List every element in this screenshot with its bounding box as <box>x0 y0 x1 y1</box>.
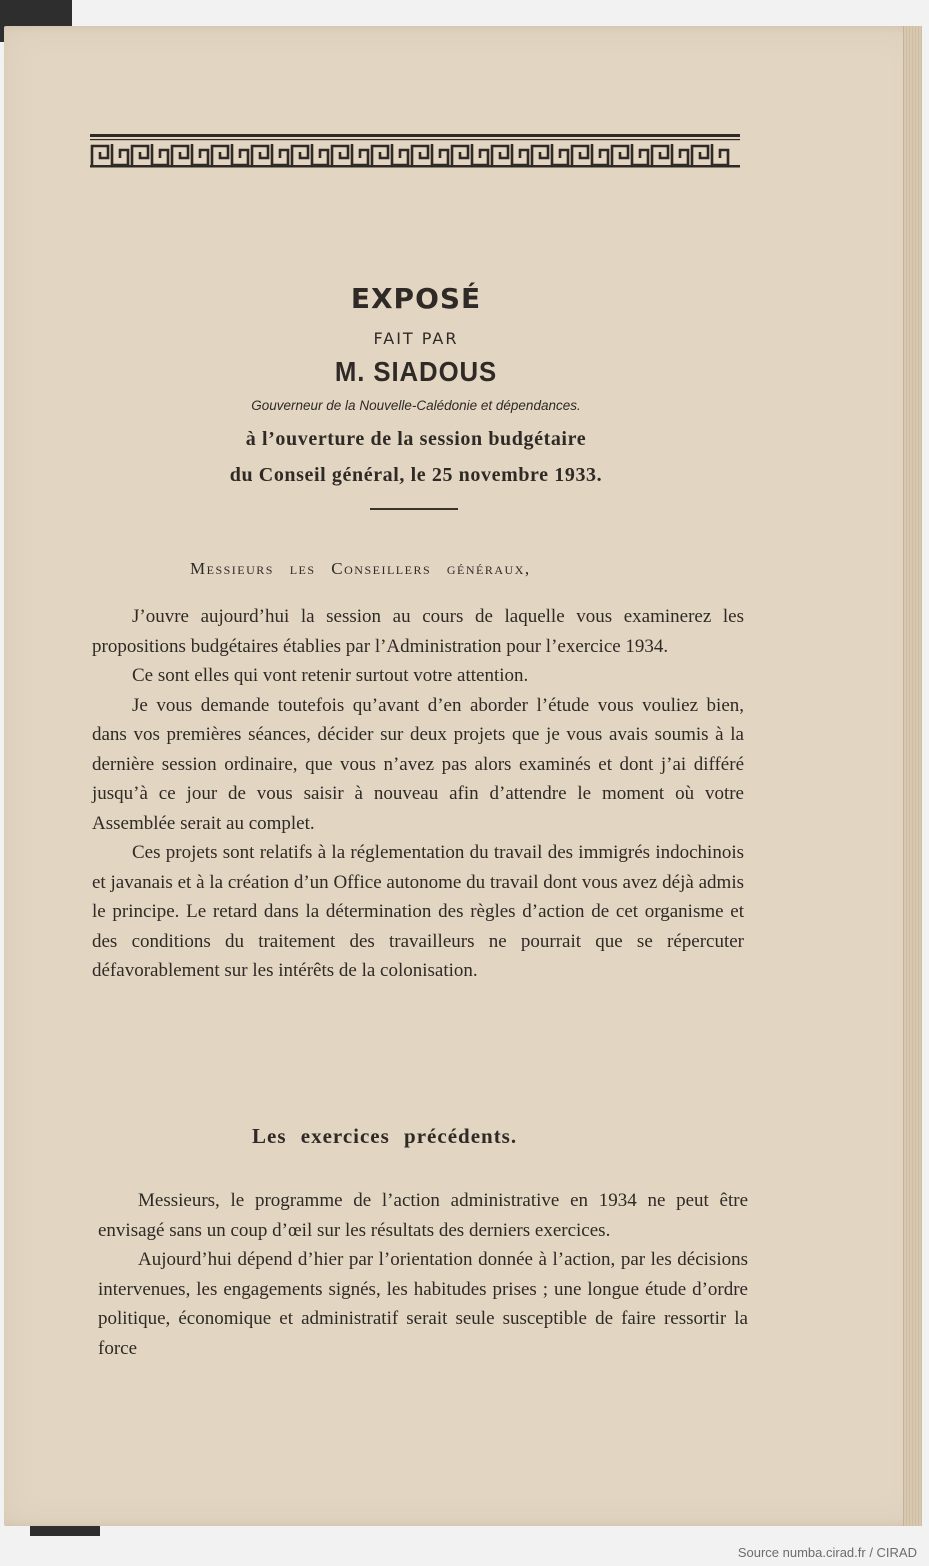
occasion-line-2: du Conseil général, le 25 novembre 1933. <box>229 464 603 486</box>
section-heading: Les exercices précédents. <box>252 1124 518 1148</box>
document-page <box>4 26 922 1526</box>
document-title: EXPOSÉ <box>350 282 482 315</box>
paragraph: Ce sont elles qui vont retenir surtout votre attention. <box>132 665 529 686</box>
author-role: Gouverneur de la Nouvelle-Calédonie et dépendances. <box>251 398 581 413</box>
source-credit: Source numba.cirad.fr / CIRAD <box>737 1545 917 1560</box>
fait-par-label: FAIT PAR <box>373 329 459 348</box>
occasion-line-1: à l’ouverture de la session budgétaire <box>245 428 587 450</box>
title-rule <box>370 508 458 510</box>
intro-text <box>92 602 744 986</box>
paragraph: J’ouvre aujourd’hui la session au cours de laquelle vous examinerez les propositions budgétaires établies par l’Administration pour l’exercice 1934. <box>92 606 744 657</box>
paragraph: Ces projets sont relatifs à la réglementation du travail des immigrés indochinois et javanais et à la création d’un Office autonome du travail dont vous avez déjà admis le principe. Le retard dans la détermination des règles d’action de cet organisme et des conditions du traitement des travailleurs ne pourrait que se répercuter défavorablement sur les intérêts de la colonisation. <box>92 842 744 981</box>
greek-key-ornament <box>90 130 740 170</box>
page-stack-edge <box>903 26 922 1526</box>
section-text <box>98 1186 748 1363</box>
salutation: Messieurs les Conseillers généraux, <box>190 559 531 578</box>
paragraph: Messieurs, le programme de l’action administrative en 1934 ne peut être envisagé sans un coup d’œil sur les résultats des derniers exercices. <box>98 1190 748 1241</box>
author-name: M. SIADOUS <box>334 356 498 387</box>
paragraph: Aujourd’hui dépend d’hier par l’orientation donnée à l’action, par les décisions intervenues, les engagements signés, les habitudes prises ; une longue étude d’ordre politique, économique et administratif serait seule susceptible de faire ressortir la force <box>98 1249 748 1359</box>
paragraph: Je vous demande toutefois qu’avant d’en aborder l’étude vous vouliez bien, dans vos premières séances, décider sur deux projets que je vous avais soumis à la dernière session ordinaire, que vous n’avez pas alors examinés et dont j’ai différé jusqu’à ce jour de vous saisir à nouveau afin d’attendre le moment où votre Assemblée serait au complet. <box>92 694 744 834</box>
